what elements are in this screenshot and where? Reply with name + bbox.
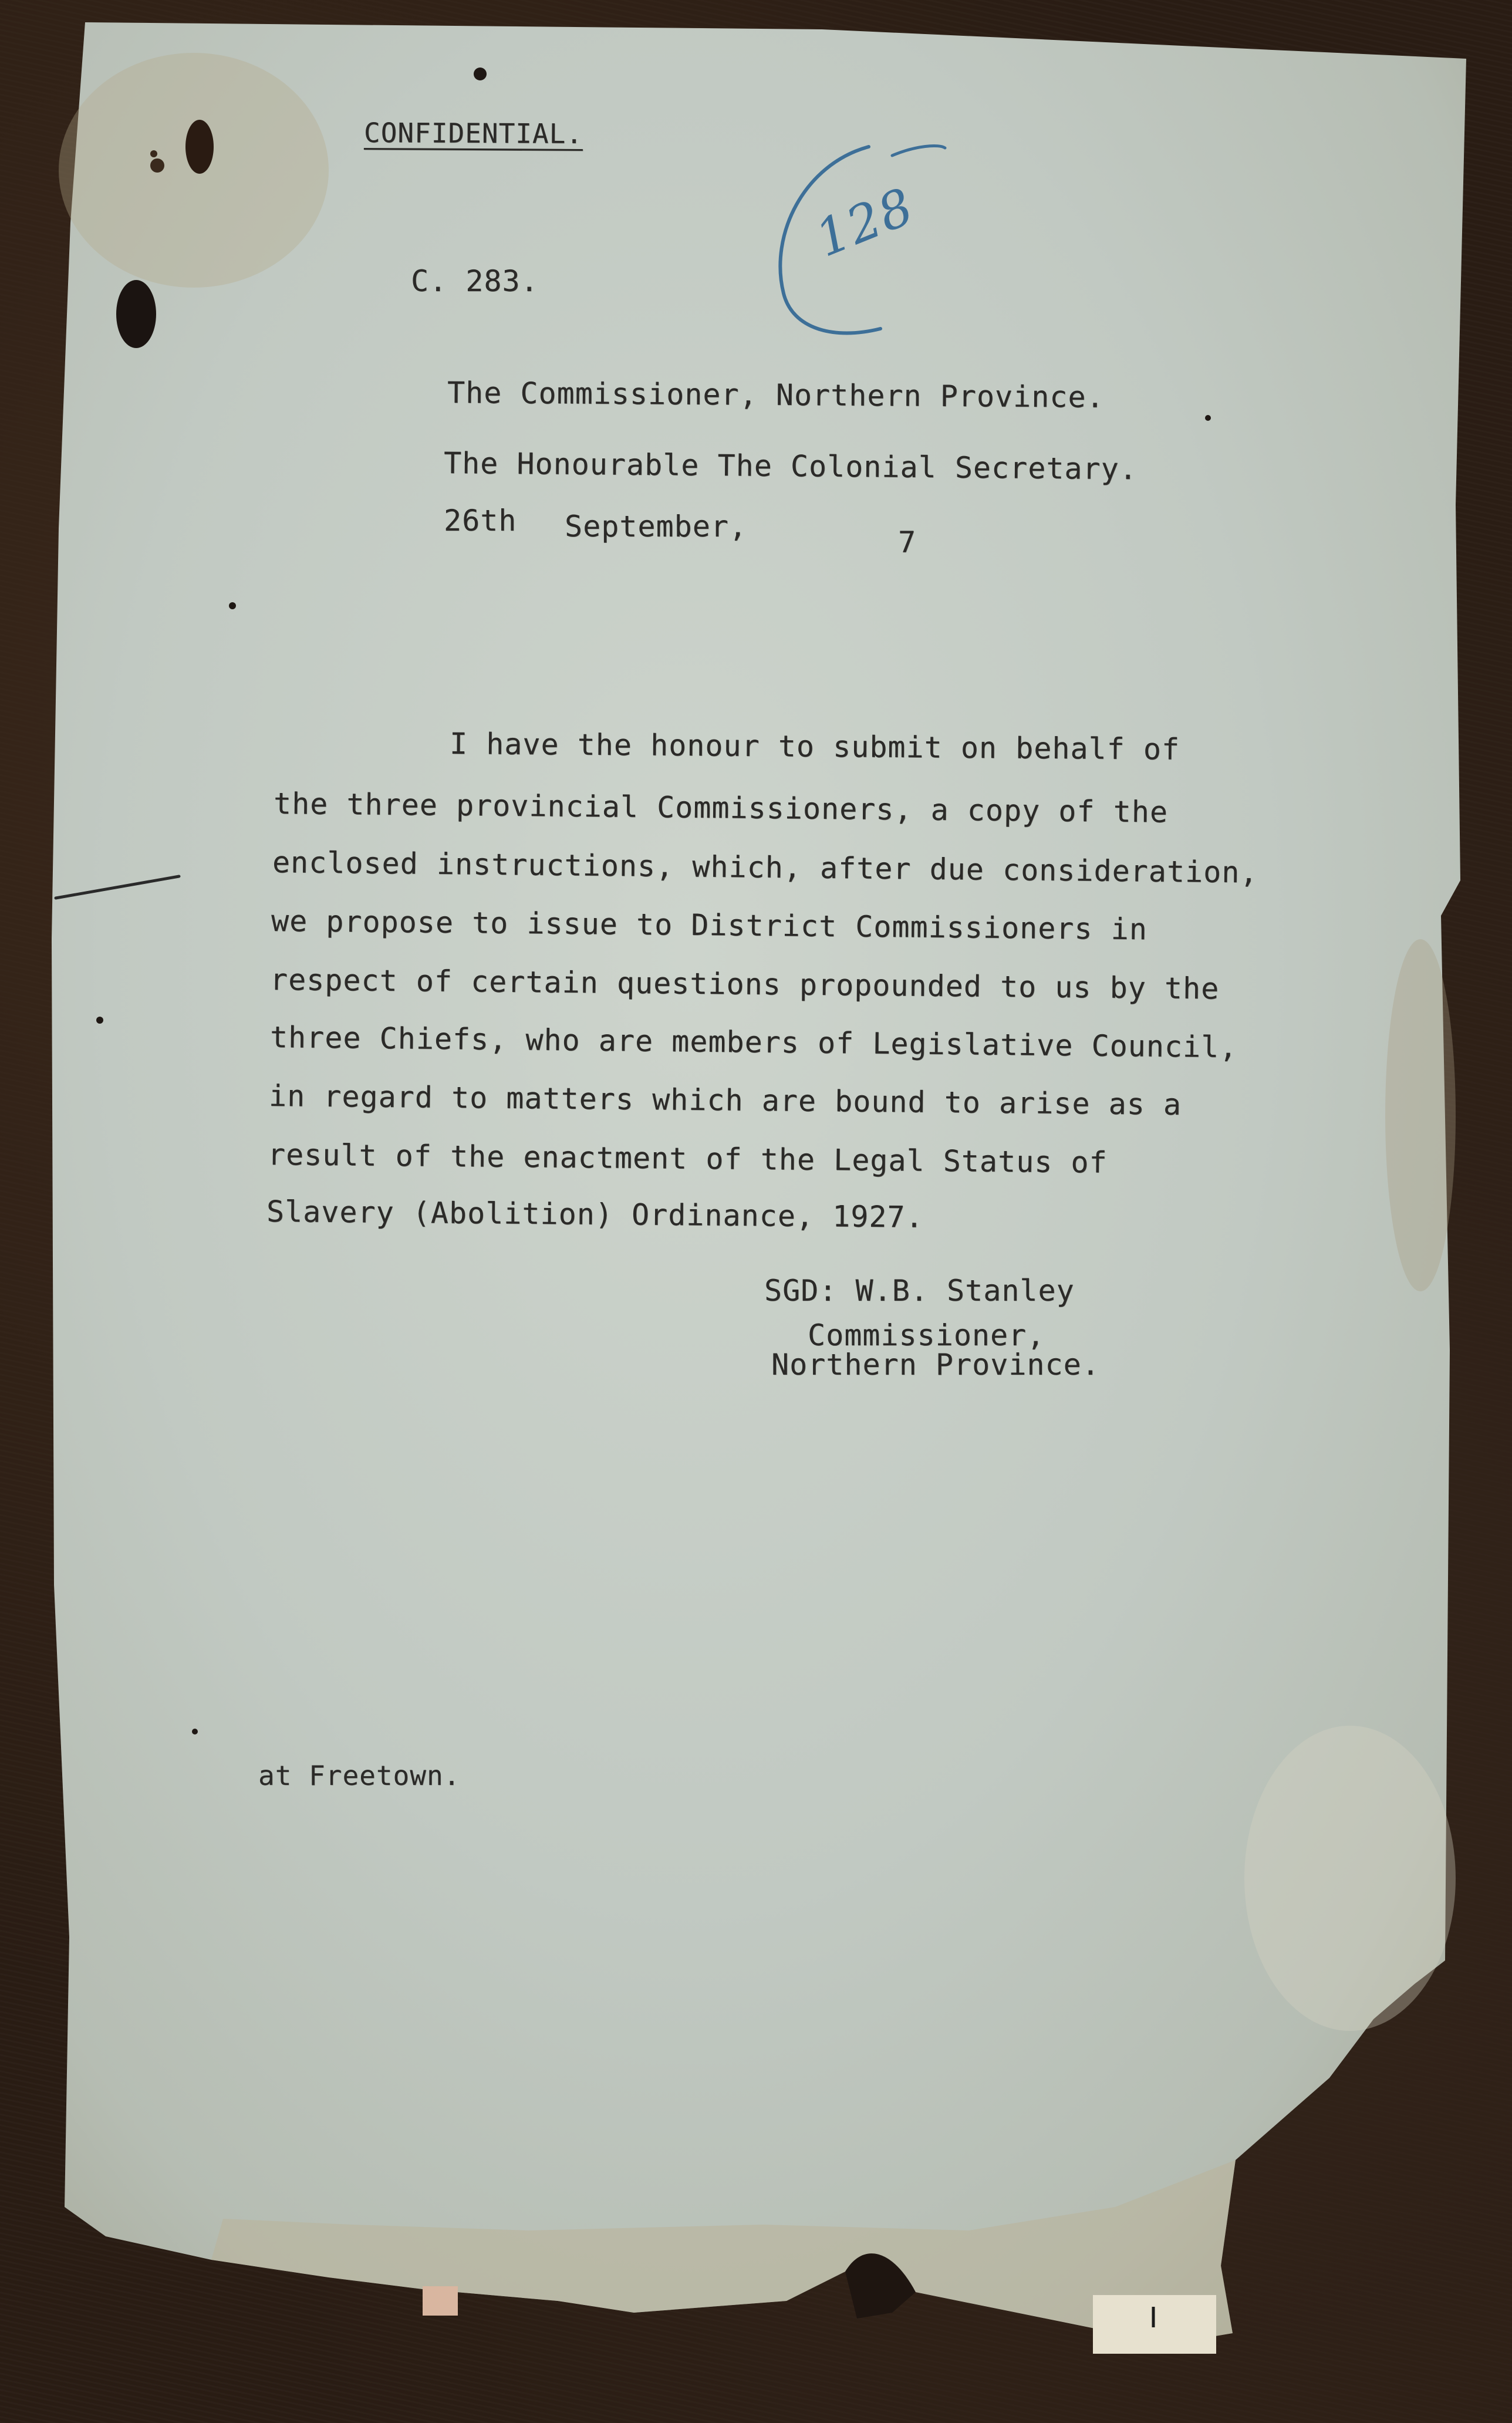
body-line: enclosed instructions, which, after due consideration, (272, 845, 1258, 890)
body-line: three Chiefs, who are members of Legislative Council, (269, 1020, 1238, 1065)
folio-number: 128 (808, 177, 923, 269)
foxing-stain (1244, 1726, 1456, 2031)
classification-heading: CONFIDENTIAL. (363, 117, 583, 150)
ink-spot (1205, 415, 1211, 421)
body-line: the three provincial Commissioners, a copy of the (273, 787, 1169, 829)
torn-fragment (423, 2286, 458, 2316)
signatory-title: Commissioner, (808, 1318, 1045, 1352)
body-line: result of the enactment of the Legal Status of (267, 1138, 1108, 1180)
ink-spot (192, 1729, 198, 1734)
ink-spot (96, 1017, 103, 1024)
signatory-province: Northern Province. (771, 1348, 1100, 1382)
ink-spot (150, 150, 157, 157)
body-line: Slavery (Abolition) Ordinance, 1927. (266, 1194, 924, 1234)
body-line: in regard to matters which are bound to arise as a (268, 1079, 1182, 1122)
ink-blot (116, 280, 156, 348)
date-year-fragment: 7 (898, 525, 917, 559)
body-line: I have the honour to submit on behalf of (449, 727, 1180, 767)
signature-line: SGD: W.B. Stanley (764, 1274, 1075, 1308)
paper-outline (52, 22, 1466, 2342)
body-line: we propose to issue to District Commissioners in (271, 904, 1148, 947)
date-month: September, (565, 509, 748, 544)
reference-number: C. 283. (411, 264, 539, 298)
foxing-stain (1385, 939, 1456, 1291)
ink-spot (150, 158, 164, 173)
ink-spot (229, 602, 236, 609)
sender-line: The Commissioner, Northern Province. (447, 376, 1105, 414)
date-day: 26th (444, 504, 517, 538)
recipient-line: The Honourable The Colonial Secretary. (443, 446, 1138, 487)
place-line: at Freetown. (258, 1760, 461, 1791)
ink-blot (185, 120, 214, 174)
ink-spot (474, 68, 487, 80)
body-line: respect of certain questions propounded to us by the (269, 963, 1220, 1006)
